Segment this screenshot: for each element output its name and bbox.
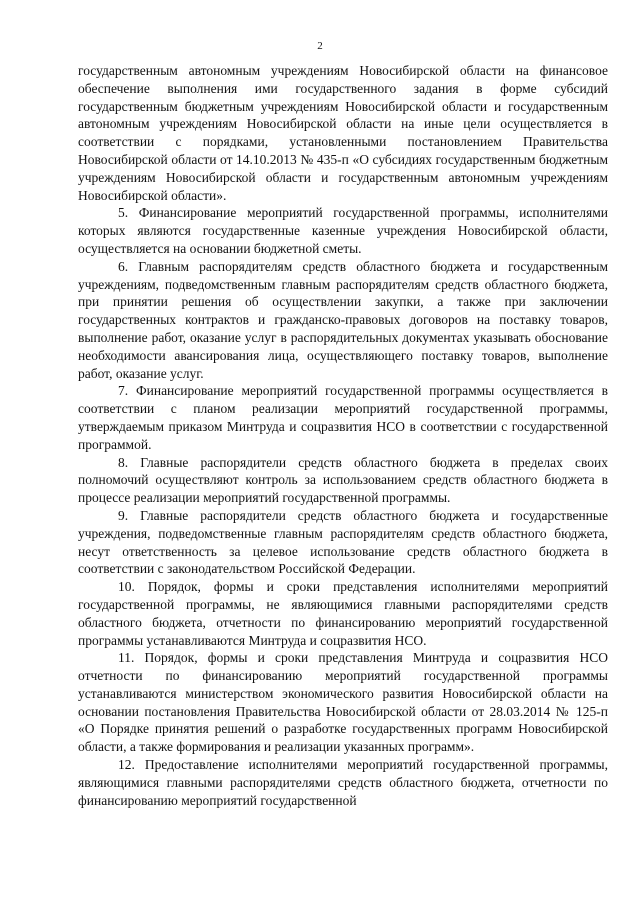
paragraph-continuation: государственным автономным учреждениям Новосибирской области на финансовое обеспечение выполнения ими государственного задания в форме субсидий государственным бюджетным учреждениям Новосибирской области и государственным автономным учреждениям Новосибирской области на иные цели осуществляется в соответствии с порядками, установленными постановлением Правительства Новосибирской области от 14.10.2013 № 435-п «О субсидиях государственным бюджетным учреждениям Новосибирской области и государственным автономным учреждениям Новосибирской области». [78, 63, 608, 203]
document-body [78, 62, 608, 809]
paragraph-7: 7. Финансирование мероприятий государственной программы осуществляется в соответствии с планом реализации мероприятий государственной программы, утверждаемым приказом Минтруда и соцразвития НСО в соответствии с государственной программой. [78, 383, 608, 452]
paragraph-6: 6. Главным распорядителям средств областного бюджета и государственным учреждениям, подведомственным главным распорядителям средств областного бюджета, при принятии решения об осуществлении закупки, а также при заключении государственных контрактов и гражданско-правовых договоров на поставку товаров, выполнение работ, оказание услуг в распорядительных документах указывать обоснование необходимости авансирования лица, осуществляющего поставку товаров, выполнение работ, оказание услуг. [78, 258, 608, 381]
paragraph-12: 12. Предоставление исполнителями мероприятий государственной программы, являющимися главными распорядителями средств областного бюджета, отчетности по финансированию мероприятий государственной [78, 757, 608, 808]
paragraph-10: 10. Порядок, формы и сроки представления исполнителями мероприятий государственной программы, не являющимися главными распорядителями средств областного бюджета, отчетности по финансированию мероприятий государственной программы устанавливаются Минтруда и соцразвития НСО. [78, 579, 608, 648]
paragraph-5: 5. Финансирование мероприятий государственной программы, исполнителями которых являются государственные казенные учреждения Новосибирской области, осуществляется на основании бюджетной сметы. [78, 205, 608, 256]
paragraph-11: 11. Порядок, формы и сроки представления Минтруда и соцразвития НСО отчетности по финансированию мероприятий государственной программы устанавливаются министерством экономического развития Новосибирской области на основании постановления Правительства Новосибирской области от 28.03.2014 № 125-п «О Порядке принятия решений о разработке государственных программ Новосибирской области, а также формирования и реализации указанных программ». [78, 650, 608, 755]
paragraph-9: 9. Главные распорядители средств областного бюджета и государственные учреждения, подведомственные главным распорядителям средств областного бюджета, несут ответственность за целевое использование средств областного бюджета в соответствии с законодательством Российской Федерации. [78, 507, 608, 577]
paragraph-8: 8. Главные распорядители средств областного бюджета в пределах своих полномочий осуществляют контроль за использованием средств областного бюджета в процессе реализации мероприятий государственной программы. [78, 454, 608, 506]
page-number: 2 [317, 40, 323, 52]
